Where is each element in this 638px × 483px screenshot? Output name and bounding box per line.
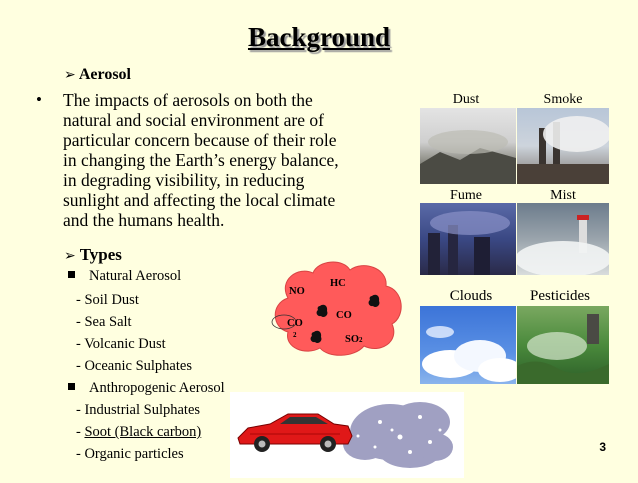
car-emission-svg bbox=[230, 392, 464, 478]
co-label: CO bbox=[336, 310, 352, 321]
photo-label-dust: Dust bbox=[452, 92, 480, 107]
bullet-dot-icon: • bbox=[36, 90, 42, 109]
list-item: - Soot (Black carbon) bbox=[76, 424, 202, 440]
fume-scene-icon bbox=[420, 203, 516, 275]
list-item: - Sea Salt bbox=[76, 314, 132, 330]
photo-label-clouds: Clouds bbox=[449, 288, 493, 304]
slide-title: Background bbox=[247, 22, 391, 52]
photo-label-smoke: Smoke bbox=[543, 92, 583, 107]
paragraph-line: The impacts of aerosols on both the bbox=[63, 90, 313, 110]
arrow-bullet-icon: ➢ bbox=[64, 248, 76, 264]
co2-text: CO bbox=[287, 318, 303, 329]
no-label: NO bbox=[289, 286, 305, 297]
list-item: - Volcanic Dust bbox=[76, 336, 166, 352]
aerosol-heading-text: Aerosol bbox=[78, 66, 131, 83]
list-item: - Oceanic Sulphates bbox=[76, 358, 192, 374]
so2-text: SO bbox=[345, 334, 360, 345]
particle-cloud bbox=[343, 402, 453, 468]
paragraph-line: and the humans health. bbox=[63, 210, 225, 230]
pesticides-photo bbox=[517, 306, 609, 384]
photo-label-pesticides: Pesticides bbox=[530, 288, 590, 304]
aerosol-heading bbox=[64, 66, 131, 84]
smoke-photo bbox=[517, 108, 609, 184]
co2-subscript: 2 bbox=[293, 331, 297, 339]
so2-subscript: 2 bbox=[359, 336, 363, 344]
types-heading-text: Types bbox=[79, 245, 122, 264]
sprayer-icon bbox=[517, 306, 609, 384]
co2-label bbox=[287, 318, 303, 340]
paragraph-line: particular concern because of their role bbox=[63, 130, 337, 150]
photo-label-fume: Fume bbox=[450, 188, 482, 203]
list-item: - Organic particles bbox=[76, 446, 184, 462]
square-bullet-icon bbox=[68, 271, 75, 278]
paragraph-line: sunlight and affecting the local climate bbox=[63, 190, 336, 210]
so2-label bbox=[345, 334, 363, 345]
natural-aerosol-text: Natural Aerosol bbox=[89, 268, 182, 284]
anthropogenic-aerosol-text: Anthropogenic Aerosol bbox=[89, 380, 225, 396]
fume-photo bbox=[420, 203, 516, 275]
pollution-cloud-illustration bbox=[268, 258, 408, 358]
paragraph-line: natural and social environment are of bbox=[63, 110, 324, 130]
cloud-icon bbox=[420, 306, 516, 384]
clouds-photo bbox=[420, 306, 516, 384]
dust-scene-icon bbox=[420, 108, 516, 184]
arrow-bullet-icon: ➢ bbox=[64, 67, 76, 83]
square-bullet-icon bbox=[68, 383, 75, 390]
list-item: - Soil Dust bbox=[76, 292, 139, 308]
page-number: 3 bbox=[599, 440, 606, 454]
hc-label: HC bbox=[330, 278, 346, 289]
anthropogenic-aerosol-label bbox=[68, 380, 225, 397]
soot-link-text: Soot (Black carbon) bbox=[84, 424, 202, 440]
smoke-stack-icon bbox=[517, 108, 609, 184]
types-heading bbox=[64, 245, 122, 265]
pollution-cloud-shape bbox=[275, 262, 401, 355]
mist-photo bbox=[517, 203, 609, 275]
red-sports-car-icon bbox=[238, 414, 352, 452]
dust-photo bbox=[420, 108, 516, 184]
paragraph-line: in degrading visibility, in reducing bbox=[63, 170, 305, 190]
paragraph-line: in changing the Earth’s energy balance, bbox=[63, 150, 339, 170]
car-emission-illustration bbox=[230, 392, 464, 478]
list-item: - Industrial Sulphates bbox=[76, 402, 201, 418]
lighthouse-icon bbox=[517, 203, 609, 275]
natural-aerosol-label bbox=[68, 268, 181, 285]
photo-label-mist: Mist bbox=[550, 188, 576, 203]
